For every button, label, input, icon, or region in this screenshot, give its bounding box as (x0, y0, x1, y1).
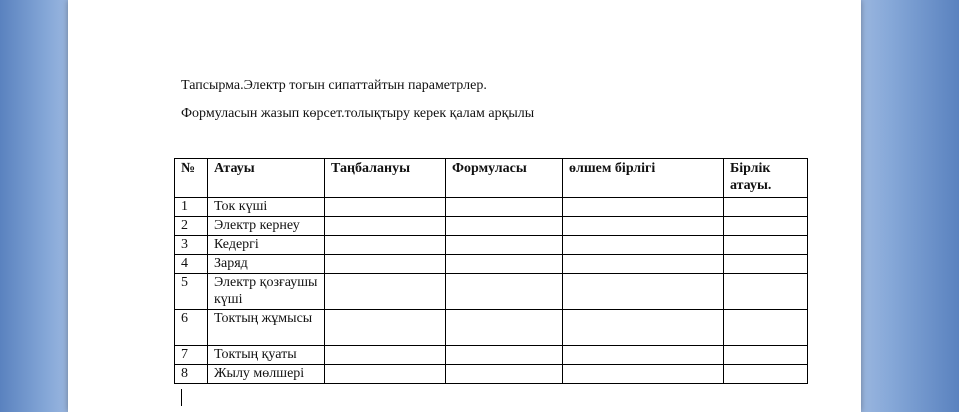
unit-name-cell[interactable] (724, 346, 808, 365)
symbol-cell[interactable] (325, 236, 446, 255)
row-number: 8 (175, 365, 208, 384)
formula-cell[interactable] (446, 274, 563, 310)
table-header-row (175, 159, 808, 198)
row-name: Электр қозғаушы күші (208, 274, 325, 310)
row-name: Заряд (208, 255, 325, 274)
unit-cell[interactable] (563, 274, 724, 310)
table-row (175, 236, 808, 255)
row-name: Жылу мөлшері (208, 365, 325, 384)
formula-cell[interactable] (446, 255, 563, 274)
header-name: Атауы (208, 159, 325, 198)
symbol-cell[interactable] (325, 346, 446, 365)
row-number: 7 (175, 346, 208, 365)
formula-cell[interactable] (446, 310, 563, 346)
unit-name-cell[interactable] (724, 198, 808, 217)
formula-cell[interactable] (446, 198, 563, 217)
header-symbol: Таңбалануы (325, 159, 446, 198)
row-number: 5 (175, 274, 208, 310)
header-formula: Формуласы (446, 159, 563, 198)
instruction-line: Формуласын жазып көрсет.толықтыру керек қалам арқылы (181, 106, 535, 121)
row-name: Ток күші (208, 198, 325, 217)
unit-name-cell[interactable] (724, 310, 808, 346)
background-left (0, 0, 68, 412)
row-number: 3 (175, 236, 208, 255)
unit-cell[interactable] (563, 198, 724, 217)
table-row (175, 217, 808, 236)
table-row (175, 365, 808, 384)
row-name: Токтың қуаты (208, 346, 325, 365)
formula-cell[interactable] (446, 217, 563, 236)
formula-cell[interactable] (446, 346, 563, 365)
symbol-cell[interactable] (325, 274, 446, 310)
symbol-cell[interactable] (325, 198, 446, 217)
unit-name-cell[interactable] (724, 365, 808, 384)
row-name: Токтың жұмысы (208, 310, 325, 346)
unit-cell[interactable] (563, 255, 724, 274)
parameters-table[interactable] (174, 158, 808, 384)
row-name: Кедергі (208, 236, 325, 255)
unit-cell[interactable] (563, 236, 724, 255)
row-name: Электр кернеу (208, 217, 325, 236)
symbol-cell[interactable] (325, 365, 446, 384)
unit-cell[interactable] (563, 346, 724, 365)
row-number: 2 (175, 217, 208, 236)
task-line: Тапсырма.Электр тогын сипаттайтын параметрлер. (181, 78, 487, 93)
unit-name-cell[interactable] (724, 217, 808, 236)
table-row (175, 198, 808, 217)
background-right (861, 0, 959, 412)
table-row (175, 346, 808, 365)
unit-cell[interactable] (563, 217, 724, 236)
row-number: 4 (175, 255, 208, 274)
unit-name-cell[interactable] (724, 236, 808, 255)
document-page[interactable] (68, 0, 861, 412)
header-unit-name: Бірлік атауы. (724, 159, 808, 198)
table-row (175, 255, 808, 274)
formula-cell[interactable] (446, 365, 563, 384)
table-row (175, 310, 808, 346)
unit-cell[interactable] (563, 310, 724, 346)
symbol-cell[interactable] (325, 255, 446, 274)
table-row (175, 274, 808, 310)
header-unit: өлшем бірлігі (563, 159, 724, 198)
formula-cell[interactable] (446, 236, 563, 255)
unit-name-cell[interactable] (724, 255, 808, 274)
text-cursor (181, 389, 182, 406)
symbol-cell[interactable] (325, 217, 446, 236)
row-number: 1 (175, 198, 208, 217)
unit-name-cell[interactable] (724, 274, 808, 310)
unit-cell[interactable] (563, 365, 724, 384)
row-number: 6 (175, 310, 208, 346)
symbol-cell[interactable] (325, 310, 446, 346)
header-number: № (175, 159, 208, 198)
